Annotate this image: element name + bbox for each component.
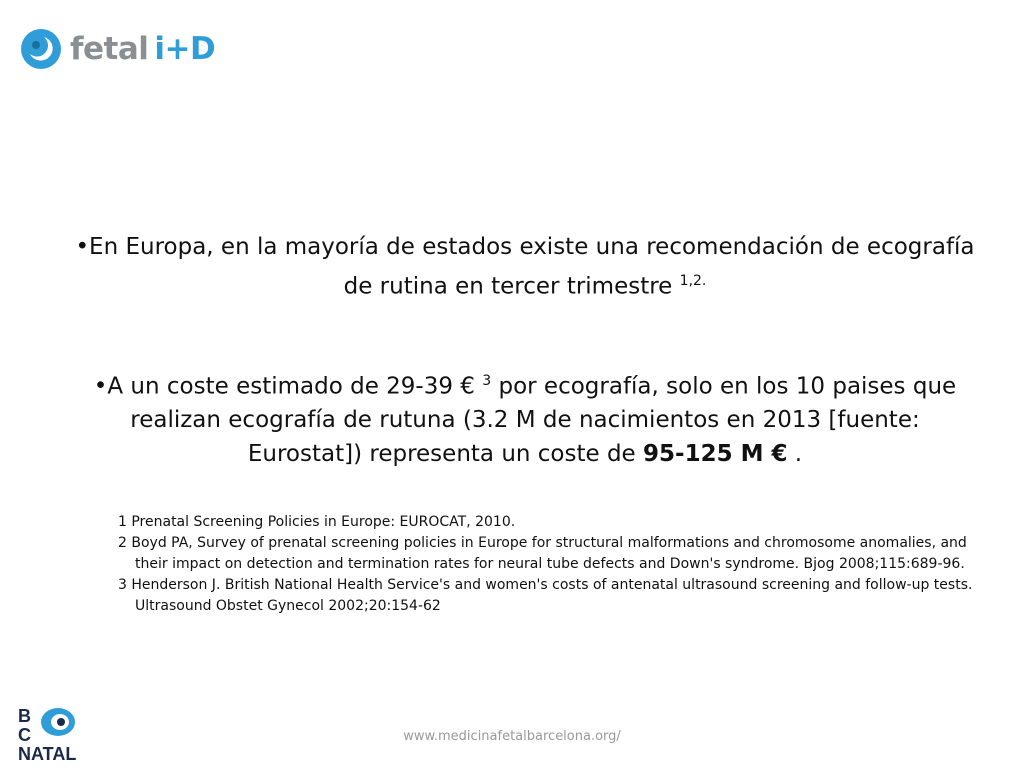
fetal-id-logo bbox=[20, 26, 215, 72]
logo-letter-c: C bbox=[18, 725, 31, 745]
reference-item: 2 Boyd PA, Survey of prenatal screening policies in Europe for structural malformations and chromosome anomalies, and their impact on detection and termination rates for neural tube defects and Down's syndrome. Bjog 2008;115:689-96. bbox=[118, 535, 967, 572]
bullet-cost bbox=[70, 364, 980, 472]
bullet-end: . bbox=[787, 441, 803, 468]
bullet-text-continued: por ecografía, solo en los 10 paises que realizan ecografía de rutuna (3.2 M de nacimientos en 2013 [fuente: Eurostat]) representa un coste de bbox=[130, 373, 957, 468]
bullet-marker: • bbox=[93, 373, 108, 400]
logo-wordmark: fetal i+D bbox=[70, 31, 216, 67]
logo-word-natal: NATAL bbox=[18, 744, 77, 762]
bullet-text: En Europa, en la mayoría de estados existe una recomendación de ecografía de rutina en tercer trimestre bbox=[89, 234, 975, 300]
references bbox=[118, 512, 978, 617]
fetal-logo-icon bbox=[20, 28, 62, 70]
cost-highlight: 95-125 M € bbox=[643, 441, 788, 468]
citation-superscript: 3 bbox=[482, 372, 492, 389]
bullet-text: A un coste estimado de 29-39 € bbox=[107, 373, 483, 400]
logo-letter-b: B bbox=[18, 706, 31, 726]
footer-url[interactable]: www.medicinafetalbarcelona.org/ bbox=[403, 729, 621, 744]
citation-superscript: 1,2. bbox=[679, 273, 707, 289]
bullet-marker: • bbox=[75, 234, 90, 260]
slide-content bbox=[70, 230, 980, 471]
reference-item: 3 Henderson J. British National Health Service's and women's costs of antenatal ultrasound screening and follow-up tests. Ultrasound Obstet Gynecol 2002;20:154-62 bbox=[118, 577, 973, 614]
bullet-recommendation bbox=[70, 230, 980, 304]
reference-item: 1 Prenatal Screening Policies in Europe: EUROCAT, 2010. bbox=[118, 514, 516, 530]
